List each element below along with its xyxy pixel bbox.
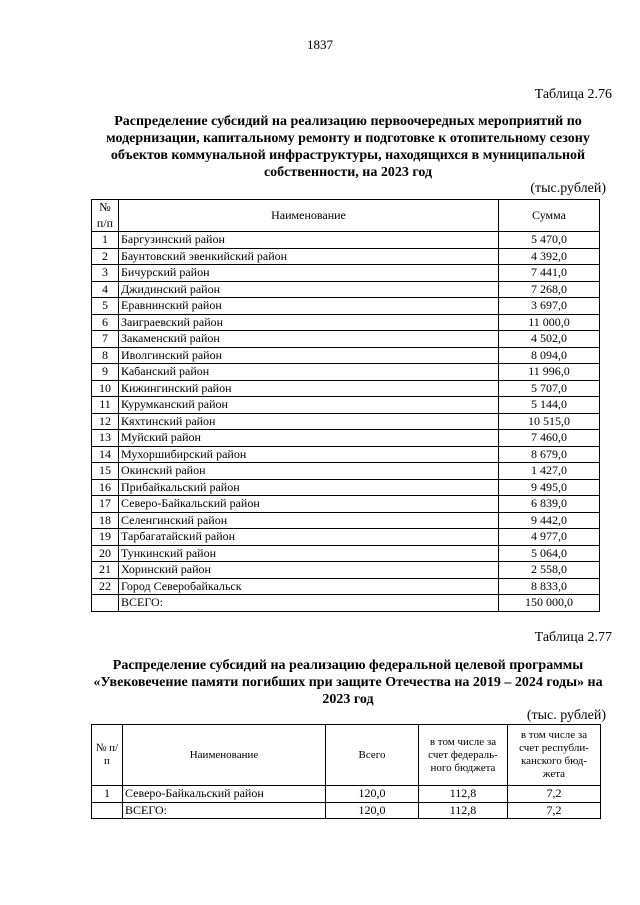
cell-federal: 112,8 (419, 786, 508, 803)
cell-num (92, 595, 119, 612)
cell-num: 16 (92, 479, 119, 496)
table-row (92, 562, 600, 579)
cell-name: Мухоршибирский район (119, 446, 499, 463)
cell-total: 120,0 (326, 786, 419, 803)
table-row (92, 364, 600, 381)
cell-sum: 10 515,0 (499, 413, 600, 430)
cell-name: Джидинский район (119, 281, 499, 298)
cell-name: Прибайкальский район (119, 479, 499, 496)
cell-num: 22 (92, 578, 119, 595)
cell-num: 4 (92, 281, 119, 298)
cell-num: 17 (92, 496, 119, 513)
cell-name: Заиграевский район (119, 314, 499, 331)
table1-units: (тыс.рублей) (530, 181, 606, 196)
table-row (92, 380, 600, 397)
table-row (92, 331, 600, 348)
cell-num: 18 (92, 512, 119, 529)
cell-name: Окинский район (119, 463, 499, 480)
table2-body (92, 786, 601, 819)
cell-name: Еравнинский район (119, 298, 499, 315)
cell-num: 8 (92, 347, 119, 364)
cell-num: 2 (92, 248, 119, 265)
cell-name: ВСЕГО: (119, 595, 499, 612)
cell-republic: 7,2 (508, 786, 601, 803)
header-name: Наименование (119, 200, 499, 232)
cell-sum: 9 495,0 (499, 479, 600, 496)
cell-num: 9 (92, 364, 119, 381)
cell-sum: 8 833,0 (499, 578, 600, 595)
table-row (92, 479, 600, 496)
header-total: Всего (326, 725, 419, 786)
cell-sum: 5 064,0 (499, 545, 600, 562)
page-number: 1837 (307, 37, 333, 52)
cell-name: Тарбагатайский район (119, 529, 499, 546)
cell-name: Кабанский район (119, 364, 499, 381)
cell-num: 10 (92, 380, 119, 397)
cell-name: Баунтовский эвенкийский район (119, 248, 499, 265)
table-row (92, 248, 600, 265)
header-num: № п/п (92, 200, 119, 232)
table-row (92, 802, 601, 819)
cell-num: 11 (92, 397, 119, 414)
cell-num: 7 (92, 331, 119, 348)
cell-name: Кяхтинский район (119, 413, 499, 430)
cell-federal: 112,8 (419, 802, 508, 819)
cell-num: 1 (92, 232, 119, 249)
table-row (92, 397, 600, 414)
cell-name: Тункинский район (119, 545, 499, 562)
cell-name: Селенгинский район (119, 512, 499, 529)
header-num: № п/п (92, 725, 123, 786)
cell-num: 15 (92, 463, 119, 480)
subsidy-table-2-77 (91, 724, 601, 819)
table-row (92, 545, 600, 562)
table-row (92, 298, 600, 315)
cell-name: Баргузинский район (119, 232, 499, 249)
cell-num (92, 802, 123, 819)
table-row (92, 786, 601, 803)
cell-name: Иволгинский район (119, 347, 499, 364)
cell-sum: 2 558,0 (499, 562, 600, 579)
table-row (92, 446, 600, 463)
cell-sum: 9 442,0 (499, 512, 600, 529)
cell-name: Город Северобайкальск (119, 578, 499, 595)
table-row (92, 413, 600, 430)
cell-sum: 4 392,0 (499, 248, 600, 265)
header-name: Наименование (123, 725, 326, 786)
table-row (92, 265, 600, 282)
table-row (92, 496, 600, 513)
cell-num: 20 (92, 545, 119, 562)
table2-units: (тыс. рублей) (526, 708, 606, 723)
cell-name: ВСЕГО: (123, 802, 326, 819)
cell-name: Северо-Байкальский район (119, 496, 499, 513)
table-row (92, 347, 600, 364)
table-row (92, 430, 600, 447)
table1-title: Распределение субсидий на реализацию первоочередных мероприятий по модернизации, капитальному ремонту и подготовке к отопительному сезону объектов коммунальной инфраструктуры, находящихся в муниципальной собственности, на 2023 год (106, 114, 590, 180)
cell-republic: 7,2 (508, 802, 601, 819)
cell-sum: 150 000,0 (499, 595, 600, 612)
table-row (92, 463, 600, 480)
header-federal: в том числе за счет федераль-ного бюджета (419, 725, 508, 786)
cell-sum: 6 839,0 (499, 496, 600, 513)
cell-num: 1 (92, 786, 123, 803)
cell-sum: 1 427,0 (499, 463, 600, 480)
cell-sum: 5 470,0 (499, 232, 600, 249)
table-row (92, 314, 600, 331)
cell-name: Закаменский район (119, 331, 499, 348)
cell-sum: 3 697,0 (499, 298, 600, 315)
cell-name: Бичурский район (119, 265, 499, 282)
cell-num: 14 (92, 446, 119, 463)
cell-sum: 5 707,0 (499, 380, 600, 397)
table-row (92, 595, 600, 612)
cell-sum: 8 094,0 (499, 347, 600, 364)
table-header-row (92, 725, 601, 786)
table-row (92, 281, 600, 298)
cell-name: Муйский район (119, 430, 499, 447)
cell-sum: 7 460,0 (499, 430, 600, 447)
cell-name: Хоринский район (119, 562, 499, 579)
cell-sum: 4 977,0 (499, 529, 600, 546)
table-row (92, 529, 600, 546)
cell-num: 12 (92, 413, 119, 430)
cell-num: 6 (92, 314, 119, 331)
cell-name: Северо-Байкальский район (123, 786, 326, 803)
cell-name: Курумканский район (119, 397, 499, 414)
header-republic: в том числе за счет республи-канского бюд-жета (508, 725, 601, 786)
cell-num: 5 (92, 298, 119, 315)
cell-total: 120,0 (326, 802, 419, 819)
table-label-2-77: Таблица 2.77 (534, 630, 612, 645)
cell-sum: 7 441,0 (499, 265, 600, 282)
cell-sum: 4 502,0 (499, 331, 600, 348)
cell-name: Кижингинский район (119, 380, 499, 397)
cell-num: 21 (92, 562, 119, 579)
cell-sum: 5 144,0 (499, 397, 600, 414)
table-header-row (92, 200, 600, 232)
subsidy-table-2-76 (91, 199, 600, 612)
header-sum: Сумма (499, 200, 600, 232)
cell-num: 13 (92, 430, 119, 447)
cell-num: 19 (92, 529, 119, 546)
cell-sum: 11 000,0 (499, 314, 600, 331)
table-row (92, 512, 600, 529)
cell-sum: 11 996,0 (499, 364, 600, 381)
table1-body (92, 232, 600, 612)
table-label-2-76: Таблица 2.76 (534, 87, 612, 102)
table2-title: Распределение субсидий на реализацию федеральной целевой программы «Увековечение памяти погибших при защите Отечества на 2019 – 2024 годы» на 2023 год (93, 658, 603, 707)
table-row (92, 578, 600, 595)
table-row (92, 232, 600, 249)
cell-num: 3 (92, 265, 119, 282)
cell-sum: 7 268,0 (499, 281, 600, 298)
cell-sum: 8 679,0 (499, 446, 600, 463)
